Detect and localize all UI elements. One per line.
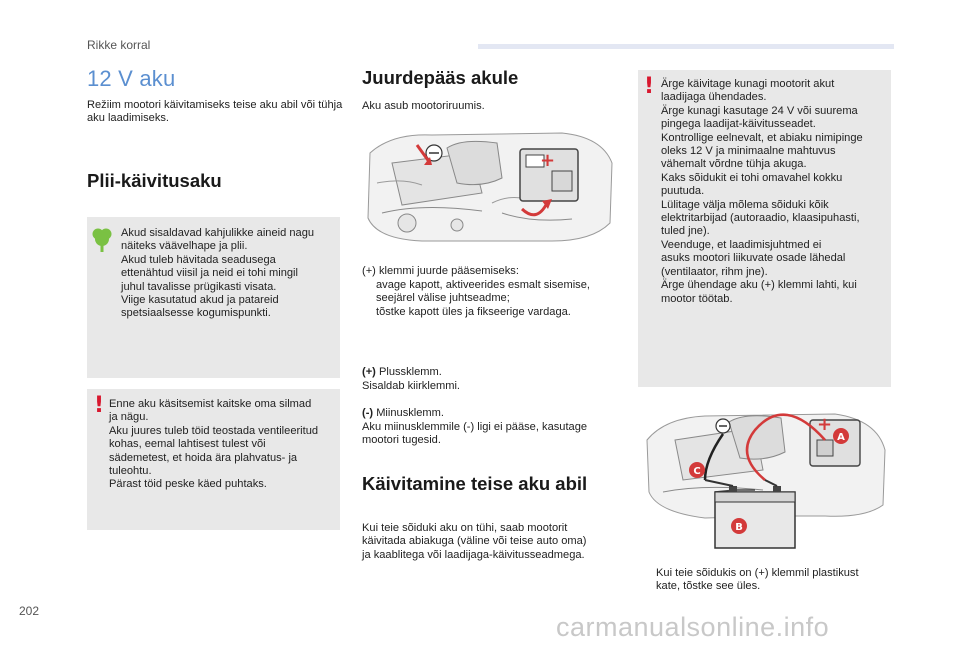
engine-bay-illustration: [362, 123, 617, 245]
page-title: 12 V aku: [87, 66, 176, 91]
warning-box-right: [638, 70, 891, 387]
warning-box-left: [87, 389, 340, 530]
watermark: carmanualsonline.info: [556, 612, 830, 642]
jump-start-heading: Käivitamine teise aku abil: [362, 473, 588, 494]
terminal-steps: [362, 279, 622, 319]
intro-text: Režiim mootori käivitamiseks teise aku abil või tühja aku laadimiseks.: [87, 99, 343, 125]
cover-step-list: [642, 567, 892, 594]
terminal-step-2: tõstke kapott üles ja fikseerige vardaga.: [376, 305, 571, 318]
starter-heading: Plii-käivitusaku: [87, 170, 222, 191]
label-a: A: [837, 432, 845, 443]
cover-step: Kui teie sõidukis on (+) klemmil plastikust kate, tõstke see üles.: [656, 567, 859, 593]
label-c: C: [693, 466, 701, 477]
label-b: B: [735, 522, 743, 533]
minus-terminal-desc: Aku miinusklemmile (-) ligi ei pääse, kasutage mootori tugesid.: [362, 421, 588, 447]
warning-icon: !: [644, 74, 655, 99]
plus-terminal-title: (+) Plussklemm.: [362, 366, 442, 378]
plus-terminal-label: (+): [362, 366, 376, 378]
terminal-access-intro: (+) klemmi juurde pääsemiseks:: [362, 265, 519, 277]
warning-text-right: Ärge käivitage kunagi mootorit akut laadijaga ühendades. Ärge kunagi kasutage 24 V või suurema pingega laadijat-käivitusseadet. Kontrollige eelnevalt, et abiaku nimipinge oleks 12 V ja minimaalne mahtuvus vähemalt võrdne tühja akuga. Kaks sõidukit ei tohi omavahel kokku puutuda. Lülitage välja mõlema sõiduki kõik elektritarbijad (autoraadio, klaasipuhasti, tuled jne). Veenduge, et laadimisjuhtmed ei asuks mootori liikuvate osade lähedal (ventilaator, rihm jne). Ärge ühendage aku (+) klemmi lahti, kui mootor töötab.: [661, 78, 863, 305]
eco-note-text: Akud sisaldavad kahjulikke aineid nagu näiteks väävelhape ja plii. Akud tuleb hävitada seadusega ettenähtud viisil ja neid ei tohi mingil juhul tavalisse prügikasti visata. Viige kasutatud akud ja patareid spetsiaalsesse kogumispunkti.: [121, 227, 315, 320]
jump-start-illustration: [645, 400, 887, 558]
svg-text:+: +: [817, 414, 833, 435]
access-heading: Juurdepääs akule: [362, 67, 519, 88]
terminal-step-1: avage kapott, aktiveerides esmalt sisemise, seejärel välise juhtseadme;: [376, 279, 590, 305]
warning-text-left: Enne aku käsitsemist kaitske oma silmad ja nägu. Aku juures tuleb töid teostada ventileeritud kohas, eemal lahtisest tulest või sädemetest, et hoida ära plahvatus- ja tuleohtu. Pärast töid peske käed puhtaks.: [109, 398, 319, 491]
page-number: 202: [19, 604, 40, 618]
eco-note-box: [87, 217, 340, 378]
access-intro: Aku asub mootoriruumis.: [362, 100, 485, 112]
header-bar: [478, 44, 894, 49]
eco-tree-icon: [92, 226, 112, 252]
section-header: Rikke korral: [87, 38, 151, 52]
jump-start-intro: Kui teie sõiduki aku on tühi, saab mootorit käivitada abiakuga (väline või teise auto oma) ja kaablitega või laadijaga-käivitusseadmega.: [362, 522, 587, 561]
minus-terminal-title: (-) Miinusklemm.: [362, 407, 444, 419]
warning-icon: !: [94, 393, 105, 418]
plus-terminal-desc: Sisaldab kiirklemmi.: [362, 380, 461, 392]
minus-terminal-label: (-): [362, 407, 374, 419]
svg-text:+: +: [540, 150, 556, 171]
